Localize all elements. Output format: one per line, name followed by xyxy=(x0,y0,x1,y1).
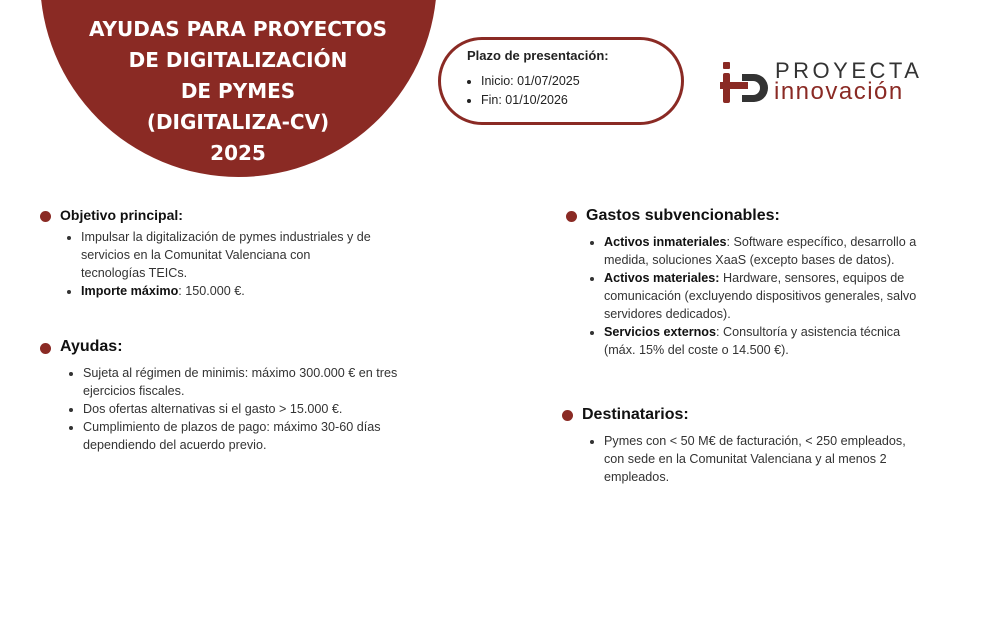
logo-mark-icon xyxy=(720,60,770,106)
list-item: • Impulsar la digitalización de pymes industriales y de servicios en la Comunitat Valenciana con tecnologías TEICs. xyxy=(81,228,371,282)
list-item: • Dos ofertas alternativas si el gasto > 15.000 €. xyxy=(83,400,408,418)
item-text: : 150.000 €. xyxy=(178,284,245,298)
item-key: Servicios externos xyxy=(604,325,717,339)
ayudas-section xyxy=(40,338,420,454)
objetivo-section xyxy=(40,207,371,300)
title-line: (DIGITALIZA-CV) xyxy=(146,110,330,134)
objetivo-list xyxy=(40,228,371,300)
deadline-start: • Inicio: 01/07/2025 xyxy=(481,72,580,91)
list-item: • Pymes con < 50 M€ de facturación, < 250 empleados, con sede en la Comunitat Valenciana y al menos 2 empleados. xyxy=(604,432,929,486)
logo-text-innovacion: innovación xyxy=(774,78,904,105)
deadline-title: Plazo de presentación: xyxy=(467,48,609,63)
list-item xyxy=(604,269,929,323)
bullet-dot-icon xyxy=(566,211,577,222)
section-heading xyxy=(40,207,360,223)
item-text: : Software específico, desarrollo a medida, soluciones XaaS (excepto bases de datos). xyxy=(604,235,917,267)
deadline-end: • Fin: 01/10/2026 xyxy=(481,91,580,110)
title-line: DE PYMES xyxy=(180,79,296,103)
logo-text-proyecta: PROYECTA xyxy=(775,58,923,83)
destinatarios-section xyxy=(562,406,942,486)
page-title xyxy=(60,14,416,169)
objetivo-heading: Objetivo principal: xyxy=(60,207,183,223)
section-heading xyxy=(566,207,946,225)
bullet-dot-icon xyxy=(40,343,51,354)
gastos-section xyxy=(566,207,946,359)
ayudas-list xyxy=(40,364,408,454)
deadline-box xyxy=(438,37,684,125)
destinatarios-list xyxy=(562,432,929,486)
gastos-heading: Gastos subvencionables: xyxy=(586,207,780,224)
ayudas-heading: Ayudas: xyxy=(60,338,123,355)
gastos-list xyxy=(566,233,929,359)
list-item xyxy=(81,282,371,300)
deadline-list xyxy=(463,72,580,110)
section-heading xyxy=(40,338,420,356)
title-line: AYUDAS PARA PROYECTOS xyxy=(88,17,388,41)
list-item xyxy=(604,233,929,269)
item-text: : Consultoría y asistencia técnica (máx. 15% del coste o 14.500 €). xyxy=(604,325,901,357)
item-text: Hardware, sensores, equipos de comunicación (excluyendo dispositivos generales, salvo servidores dedicados). xyxy=(604,271,917,321)
item-key: Activos inmateriales xyxy=(604,235,727,249)
list-item: • Sujeta al régimen de minimis: máximo 300.000 € en tres ejercicios fiscales. xyxy=(83,364,408,400)
list-item xyxy=(604,323,929,359)
title-line: 2025 xyxy=(210,141,266,165)
proyecta-innovacion-logo xyxy=(720,58,942,108)
list-item: • Cumplimiento de plazos de pago: máximo 30-60 días dependiendo del acuerdo previo. xyxy=(83,418,408,454)
destinatarios-heading: Destinatarios: xyxy=(582,406,689,423)
bullet-dot-icon xyxy=(40,211,51,222)
section-heading xyxy=(562,406,942,424)
item-key: Importe máximo xyxy=(81,284,179,298)
item-key: Activos materiales: xyxy=(604,271,720,285)
bullet-dot-icon xyxy=(562,410,573,421)
title-line: DE DIGITALIZACIÓN xyxy=(128,48,348,72)
